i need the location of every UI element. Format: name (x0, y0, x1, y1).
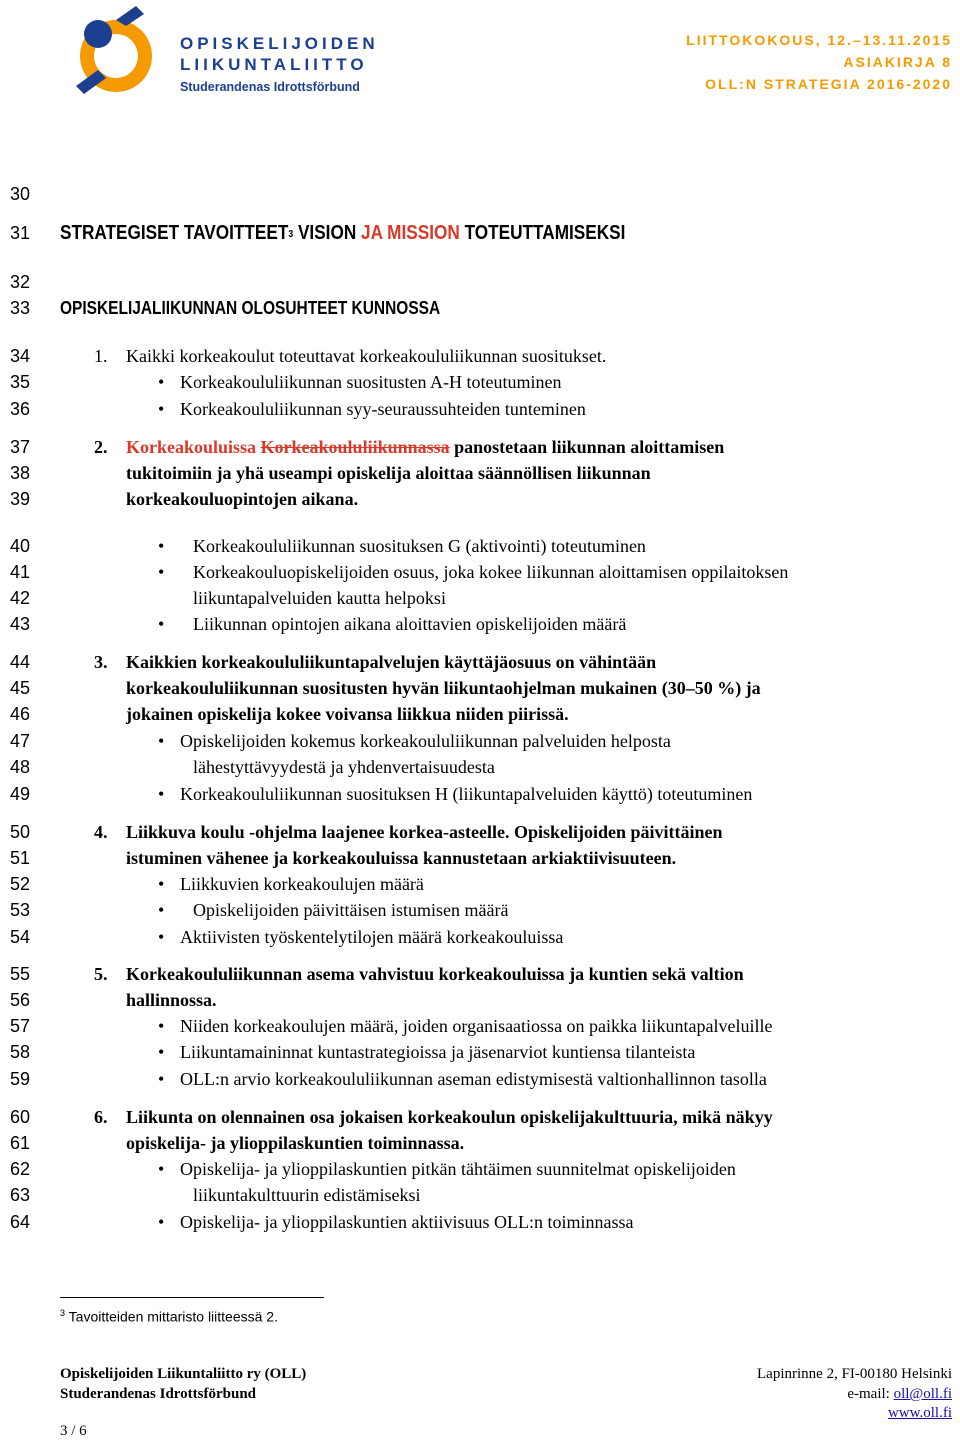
goal-2-heading: Korkeakouluissa Korkeakoululiikunnassa panostetaan liikunnan aloittamisen (126, 437, 725, 457)
goal-4-bullet: Opiskelijoiden päivittäisen istumisen määrä (193, 900, 509, 920)
goal-6-bullet: Opiskelija- ja ylioppilaskuntien pitkän tähtäimen suunnitelmat opiskelijoiden (180, 1159, 736, 1179)
line-number: 37 (9, 437, 30, 457)
bullet-icon: • (158, 536, 165, 556)
line-number: 30 (9, 184, 30, 204)
page-title: STRATEGISET TAVOITTEET$^3$ VISION JA MISSION TOTEUTTAMISEKSI (60, 222, 626, 244)
line-number: 46 (9, 704, 30, 724)
goal-6-number: 6. (94, 1107, 108, 1127)
bullet-icon: • (158, 784, 165, 804)
line-number: 54 (9, 927, 30, 947)
goal-6-bullet-cont: liikuntakulttuurin edistämiseksi (193, 1185, 421, 1205)
line-number: 41 (9, 562, 30, 582)
goal-3-heading-line3: jokainen opiskelija kokee voivansa liikkua niiden piirissä. (126, 704, 569, 724)
goal-1-number: 1. (94, 346, 108, 366)
line-number: 42 (9, 588, 30, 608)
line-number: 62 (9, 1159, 30, 1179)
goal-2-deleted: Korkeakoululiikunnassa (260, 437, 450, 457)
meeting-label: LIITTOKOKOUS, 12.–13.11.2015 (686, 32, 952, 48)
line-number: 57 (9, 1016, 30, 1036)
goal-2-number: 2. (94, 437, 108, 457)
goal-3-heading: Kaikkien korkeakoululiikuntapalvelujen käyttäjäosuus on vähintään (126, 652, 657, 672)
bullet-icon: • (158, 1069, 165, 1089)
line-number: 35 (9, 372, 30, 392)
line-number: 53 (9, 900, 30, 920)
bullet-icon: • (158, 1212, 165, 1232)
line-number: 52 (9, 874, 30, 894)
bullet-icon: • (158, 399, 165, 419)
bullet-icon: • (158, 372, 165, 392)
footnote-divider (60, 1297, 324, 1298)
goal-2-bullet: Korkeakouluopiskelijoiden osuus, joka kokee liikunnan aloittamisen oppilaitoksen (193, 562, 789, 582)
document-label: ASIAKIRJA 8 (843, 54, 952, 70)
line-number: 61 (9, 1133, 30, 1153)
bullet-icon: • (158, 614, 165, 634)
line-number: 48 (9, 757, 30, 777)
goal-2-heading-line2: tukitoimiin ja yhä useampi opiskelija aloittaa säännöllisen liikunnan (126, 463, 651, 483)
goal-5-heading-line2: hallinnossa. (126, 990, 217, 1010)
line-number: 47 (9, 731, 30, 751)
goal-4-heading: Liikkuva koulu -ohjelma laajenee korkea-asteelle. Opiskelijoiden päivittäinen (126, 822, 723, 842)
org-name-line3: Studerandenas Idrottsförbund (180, 80, 360, 94)
line-number: 38 (9, 463, 30, 483)
line-number: 45 (9, 678, 30, 698)
goal-3-bullet-cont: lähestyttävyydestä ja yhdenvertaisuudesta (193, 757, 495, 777)
line-number: 39 (9, 489, 30, 509)
line-number: 63 (9, 1185, 30, 1205)
goal-3-number: 3. (94, 652, 108, 672)
line-number: 56 (9, 990, 30, 1010)
goal-2-bullet-cont: liikuntapalveluiden kautta helpoksi (193, 588, 446, 608)
line-number: 60 (9, 1107, 30, 1127)
bullet-icon: • (158, 562, 165, 582)
bullet-icon: • (158, 1016, 165, 1036)
goal-4-bullet: Liikkuvien korkeakoulujen määrä (180, 874, 424, 894)
line-number: 43 (9, 614, 30, 634)
goal-2-inserted: Korkeakouluissa (126, 437, 257, 457)
line-number: 36 (9, 399, 30, 419)
goal-2-heading-line3: korkeakouluopintojen aikana. (126, 489, 359, 509)
line-number: 32 (9, 272, 30, 292)
line-number: 40 (9, 536, 30, 556)
bullet-icon: • (158, 927, 165, 947)
goal-1-text: Kaikki korkeakoulut toteuttavat korkeakoululiikunnan suositukset. (126, 346, 607, 366)
org-name-line2: LIIKUNTALIITTO (180, 55, 368, 74)
footer-org-fi: Opiskelijoiden Liikuntaliitto ry (OLL) (60, 1366, 307, 1382)
goal-3-bullet: Opiskelijoiden kokemus korkeakoululiikunnan palveluiden helposta (180, 731, 671, 751)
goal-3-heading-line2: korkeakoululiikunnan suositusten hyvän liikuntaohjelman mukainen (30–50 %) ja (126, 678, 761, 698)
goal-5-bullet: Niiden korkeakoulujen määrä, joiden organisaatiossa on paikka liikuntapalveluille (180, 1016, 773, 1036)
footer-web (888, 1405, 952, 1422)
footnote-ref: 3 (288, 229, 294, 240)
line-number: 33 (9, 298, 30, 318)
line-number: 49 (9, 784, 30, 804)
line-number: 50 (9, 822, 30, 842)
goal-5-heading: Korkeakoululiikunnan asema vahvistuu korkeakouluissa ja kuntien sekä valtion (126, 964, 744, 984)
line-number: 55 (9, 964, 30, 984)
goal-4-heading-line2: istuminen vähenee ja korkeakouluissa kannustetaan arkiaktiivisuuteen. (126, 848, 677, 868)
goal-2-bullet: Korkeakoululiikunnan suosituksen G (aktivointi) toteutuminen (193, 536, 646, 556)
page-number: 3 / 6 (60, 1423, 87, 1439)
footer-address: Lapinrinne 2, FI-00180 Helsinki (757, 1366, 952, 1382)
goal-5-bullet: OLL:n arvio korkeakoululiikunnan aseman edistymisestä valtionhallinnon tasolla (180, 1069, 767, 1089)
org-name-line1: OPISKELIJOIDEN (180, 34, 379, 53)
line-number: 58 (9, 1042, 30, 1062)
goal-1-bullet: Korkeakoululiikunnan suositusten A-H toteutuminen (180, 372, 562, 392)
goal-2-bullet: Liikunnan opintojen aikana aloittavien opiskelijoiden määrä (193, 614, 627, 634)
footer-email: e-mail: oll@oll.fi (847, 1386, 952, 1402)
bullet-icon: • (158, 731, 165, 751)
section-subtitle: OPISKELIJALIIKUNNAN OLOSUHTEET KUNNOSSA (60, 298, 441, 318)
email-link[interactable]: oll@oll.fi (893, 1386, 952, 1402)
goal-4-number: 4. (94, 822, 108, 842)
bullet-icon: • (158, 900, 165, 920)
goal-6-bullet: Opiskelija- ja ylioppilaskuntien aktiivisuus OLL:n toiminnassa (180, 1212, 634, 1232)
bullet-icon: • (158, 874, 165, 894)
goal-6-heading: Liikunta on olennainen osa jokaisen korkeakoulun opiskelijakulttuuria, mikä näkyy (126, 1107, 773, 1127)
website-link[interactable]: www.oll.fi (887, 1405, 952, 1421)
goal-3-bullet: Korkeakoululiikunnan suosituksen H (liikuntapalveluiden käyttö) toteutuminen (180, 784, 753, 804)
goal-5-number: 5. (94, 964, 108, 984)
line-number: 44 (9, 652, 30, 672)
title-tracked-insert: JA MISSION (361, 222, 460, 244)
footer-org-sv: Studerandenas Idrottsförbund (60, 1386, 257, 1402)
goal-1-bullet: Korkeakoululiikunnan syy-seuraussuhteiden tunteminen (180, 399, 586, 419)
line-number: 64 (9, 1212, 30, 1232)
goal-4-bullet: Aktiivisten työskentelytilojen määrä korkeakouluissa (180, 927, 564, 947)
strategy-label: OLL:N STRATEGIA 2016-2020 (705, 76, 952, 92)
line-number: 31 (9, 223, 30, 243)
bullet-icon: • (158, 1159, 165, 1179)
footnote: $^3$ Tavoitteiden mittaristo liitteessä 2. (60, 1308, 278, 1325)
oll-logo-icon (58, 4, 174, 100)
goal-5-bullet: Liikuntamaininnat kuntastrategioissa ja jäsenarviot kuntiensa tilanteista (180, 1042, 696, 1062)
line-number: 51 (9, 848, 30, 868)
bullet-icon: • (158, 1042, 165, 1062)
line-number: 34 (9, 346, 30, 366)
goal-6-heading-line2: opiskelija- ja ylioppilaskuntien toiminnassa. (126, 1133, 465, 1153)
line-number: 59 (9, 1069, 30, 1089)
